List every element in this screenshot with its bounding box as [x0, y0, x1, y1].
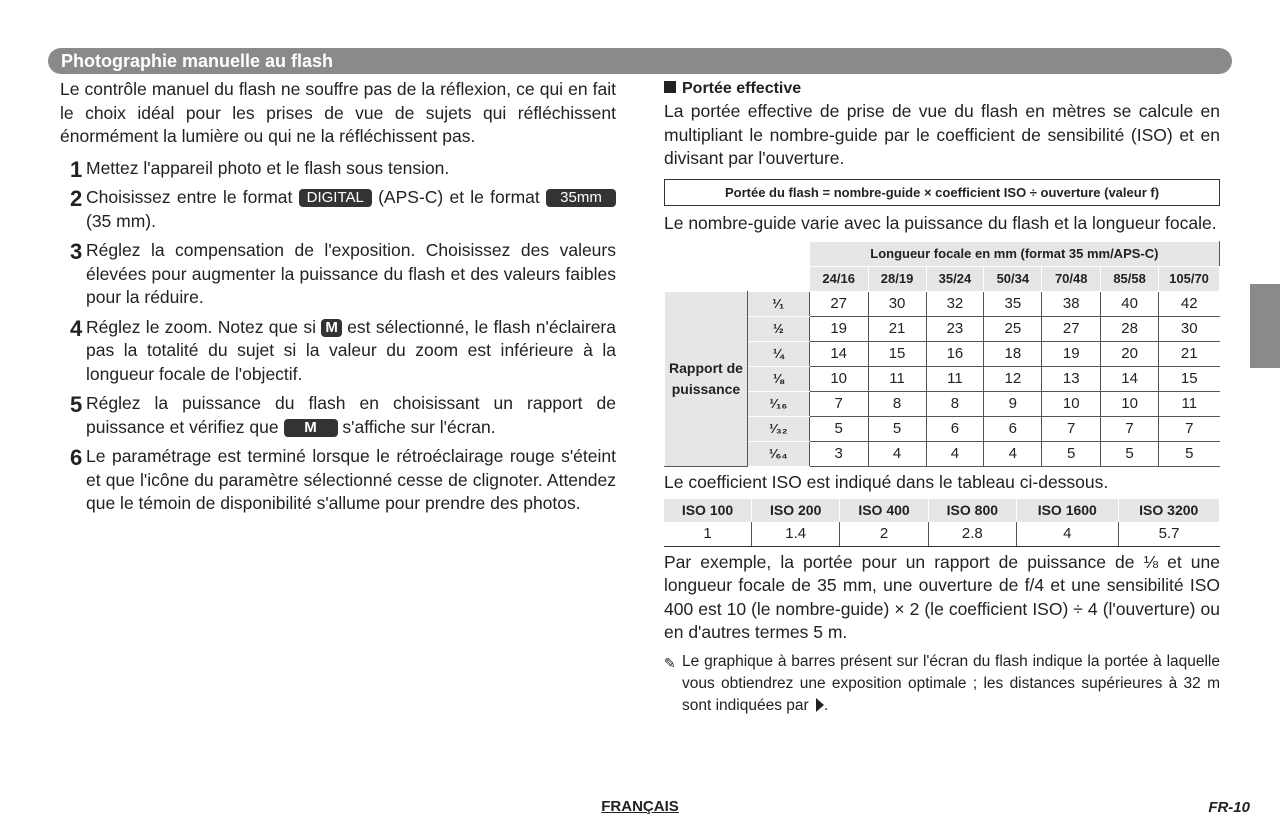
example-paragraph: Par exemple, la portée pour un rapport de puissance de ⅛ et une longueur focale de 35 mm, une ouverture de f/4 et une sensibilité ISO 400 est 10 (le nombre-guide) × 2 (le coefficient ISO) ÷ 4 (l'ouverture) ou en d'autres termes 5 m.: [664, 551, 1220, 642]
guide-number-cell: 5: [809, 417, 868, 442]
step-number: 3: [70, 239, 82, 264]
step-text: (35 mm).: [86, 210, 156, 231]
guide-number-cell: 11: [1159, 392, 1220, 417]
step-number: 5: [70, 392, 82, 417]
guide-number-cell: 27: [809, 292, 868, 317]
chapter-tab: [1250, 284, 1280, 368]
step-text: est sélectionné, le flash n'éclairera pas la totalité du sujet si la valeur du zoom est inférieure à la longueur focale de l'objectif.: [86, 316, 616, 384]
table-corner: [665, 242, 810, 267]
subheading: [664, 78, 1220, 100]
power-ratio: ¹⁄₁: [747, 292, 809, 317]
iso-value-cell: 2: [840, 522, 928, 546]
guide-number-cell: 20: [1101, 342, 1159, 367]
guide-number-cell: 15: [868, 342, 926, 367]
guide-number-cell: 25: [984, 317, 1042, 342]
iso-header-cell: ISO 400: [840, 499, 928, 523]
step-5: [60, 392, 616, 439]
guide-number-cell: 11: [868, 367, 926, 392]
iso-header-cell: ISO 200: [752, 499, 840, 523]
digital-badge: DIGITAL: [299, 189, 372, 207]
table-row: [665, 367, 1220, 392]
guide-number-cell: 18: [984, 342, 1042, 367]
iso-intro: Le coefficient ISO est indiqué dans le tableau ci-dessous.: [664, 472, 1109, 492]
guide-number-table: [664, 241, 1220, 467]
step-text: Choisissez entre le format: [86, 187, 293, 207]
page-number: FR-10: [1208, 799, 1250, 816]
table-corner: [665, 267, 810, 292]
guide-number-paragraph: Le nombre-guide varie avec la puissance du flash et la longueur focale.: [664, 212, 1217, 233]
guide-number-cell: 8: [868, 392, 926, 417]
guide-number-cell: 4: [984, 442, 1042, 467]
guide-number-cell: 32: [926, 292, 984, 317]
language-footer: FRANÇAIS: [601, 798, 679, 815]
guide-number-cell: 6: [984, 417, 1042, 442]
guide-number-cell: 38: [1042, 292, 1101, 317]
manual-display-icon: M: [284, 419, 338, 437]
note-end: .: [823, 696, 829, 714]
guide-number-cell: 21: [868, 317, 926, 342]
guide-number-cell: 7: [1159, 417, 1220, 442]
guide-number-cell: 42: [1159, 292, 1220, 317]
guide-number-cell: 9: [984, 392, 1042, 417]
step-2: [60, 186, 616, 233]
step-text: Le paramétrage est terminé lorsque le rétroéclairage rouge s'éteint et que l'icône du paramètre sélectionné cesse de clignoter. Attendez que le témoin de disponibilité s'allume pour prendre des photos.: [86, 446, 616, 513]
guide-number-cell: 4: [868, 442, 926, 467]
guide-number-cell: 7: [809, 392, 868, 417]
note-text: Le graphique à barres présent sur l'écran du flash indique la portée à laquelle vous obtiendrez une exposition optimale ; les distances supérieures à 32 m sont indiquées par: [682, 652, 1220, 714]
iso-value-cell: 1: [664, 522, 752, 546]
35mm-badge: 35mm: [546, 189, 616, 207]
iso-header-cell: ISO 3200: [1118, 499, 1220, 523]
square-bullet-icon: [664, 81, 676, 93]
iso-value-cell: 4: [1017, 522, 1118, 546]
guide-number-cell: 11: [926, 367, 984, 392]
note-pencil-icon: ✎: [664, 654, 676, 671]
step-1: [60, 157, 616, 181]
guide-number-cell: 7: [1042, 417, 1101, 442]
note: [664, 651, 1220, 717]
guide-number-cell: 19: [809, 317, 868, 342]
guide-number-cell: 12: [984, 367, 1042, 392]
guide-number-cell: 4: [926, 442, 984, 467]
table-row: [665, 292, 1220, 317]
table-row: [665, 442, 1220, 467]
iso-value-cell: 5.7: [1118, 522, 1220, 546]
power-ratio: ¼: [747, 342, 809, 367]
subheading-text: Portée effective: [682, 80, 802, 97]
step-number: 1: [70, 156, 82, 182]
table-row: [665, 317, 1220, 342]
step-text: Réglez le zoom. Notez que si: [86, 316, 316, 337]
guide-number-cell: 19: [1042, 342, 1101, 367]
step-6: [60, 445, 616, 516]
iso-header-cell: ISO 800: [928, 499, 1016, 523]
guide-number-cell: 10: [809, 367, 868, 392]
guide-number-cell: 6: [926, 417, 984, 442]
power-ratio: ⅛: [747, 367, 809, 392]
iso-table: [664, 499, 1220, 547]
iso-header-cell: ISO 100: [664, 499, 752, 523]
step-text: Réglez la puissance du flash en choisissant un rapport de puissance et vérifiez que: [86, 393, 616, 437]
iso-value-cell: 1.4: [752, 522, 840, 546]
guide-number-cell: 27: [1042, 317, 1101, 342]
step-text: (APS-C) et le format: [378, 187, 540, 207]
guide-number-cell: 23: [926, 317, 984, 342]
guide-number-cell: 7: [1101, 417, 1159, 442]
focal-length-column-header: 24/16: [809, 267, 868, 292]
power-ratio-label: Rapport de puissance: [665, 292, 748, 467]
arrow-right-icon: [816, 698, 824, 712]
table-row: [665, 342, 1220, 367]
guide-number-cell: 5: [1159, 442, 1220, 467]
power-ratio: ¹⁄₁₆: [747, 392, 809, 417]
guide-number-cell: 13: [1042, 367, 1101, 392]
focal-length-column-header: 85/58: [1101, 267, 1159, 292]
guide-number-cell: 8: [926, 392, 984, 417]
step-text: s'affiche sur l'écran.: [342, 416, 496, 437]
range-paragraph: La portée effective de prise de vue du flash en mètres se calcule en multipliant le nombre-guide par le coefficient de sensibilité (ISO) et en divisant par l'ouverture.: [664, 101, 1220, 168]
step-text: Réglez la compensation de l'exposition. Choisissez des valeurs élevées pour augmenter la puissance du flash et des valeurs faibles pour la réduire.: [86, 240, 616, 307]
table-row: [665, 392, 1220, 417]
power-ratio: ¹⁄₃₂: [747, 417, 809, 442]
step-4: [60, 316, 616, 387]
step-number: 2: [70, 186, 82, 211]
focal-length-column-header: 28/19: [868, 267, 926, 292]
section-title: Photographie manuelle au flash: [48, 48, 1232, 74]
guide-number-cell: 21: [1159, 342, 1220, 367]
guide-number-cell: 16: [926, 342, 984, 367]
guide-number-cell: 30: [868, 292, 926, 317]
left-column: [60, 78, 616, 522]
guide-number-cell: 28: [1101, 317, 1159, 342]
guide-number-cell: 3: [809, 442, 868, 467]
guide-number-cell: 40: [1101, 292, 1159, 317]
guide-number-cell: 5: [1042, 442, 1101, 467]
power-ratio: ½: [747, 317, 809, 342]
guide-number-cell: 5: [1101, 442, 1159, 467]
formula-box: Portée du flash = nombre-guide × coefficient ISO ÷ ouverture (valeur f): [664, 179, 1220, 206]
focal-length-column-header: 105/70: [1159, 267, 1220, 292]
step-number: 4: [70, 315, 82, 341]
manual-mode-icon: M: [321, 319, 342, 337]
focal-length-header: Longueur focale en mm (format 35 mm/APS-C): [809, 242, 1219, 267]
guide-number-cell: 30: [1159, 317, 1220, 342]
focal-length-column-header: 35/24: [926, 267, 984, 292]
table-row: [665, 417, 1220, 442]
guide-number-cell: 10: [1101, 392, 1159, 417]
step-3: [60, 239, 616, 310]
right-column: [664, 78, 1220, 717]
power-ratio: ¹⁄₆₄: [747, 442, 809, 467]
intro-paragraph: Le contrôle manuel du flash ne souffre pas de la réflexion, ce qui en fait le choix idéal pour les prises de vue de sujets qui réfléchissent énormément la lumière ou qui ne la réfléchissent pas.: [60, 79, 616, 146]
guide-number-cell: 10: [1042, 392, 1101, 417]
guide-number-cell: 35: [984, 292, 1042, 317]
step-number: 6: [70, 445, 82, 470]
iso-header-cell: ISO 1600: [1017, 499, 1118, 523]
focal-length-column-header: 70/48: [1042, 267, 1101, 292]
iso-value-cell: 2.8: [928, 522, 1016, 546]
guide-number-cell: 14: [809, 342, 868, 367]
guide-number-cell: 14: [1101, 367, 1159, 392]
guide-number-cell: 15: [1159, 367, 1220, 392]
guide-number-cell: 5: [868, 417, 926, 442]
step-text: Mettez l'appareil photo et le flash sous tension.: [86, 157, 450, 178]
focal-length-column-header: 50/34: [984, 267, 1042, 292]
